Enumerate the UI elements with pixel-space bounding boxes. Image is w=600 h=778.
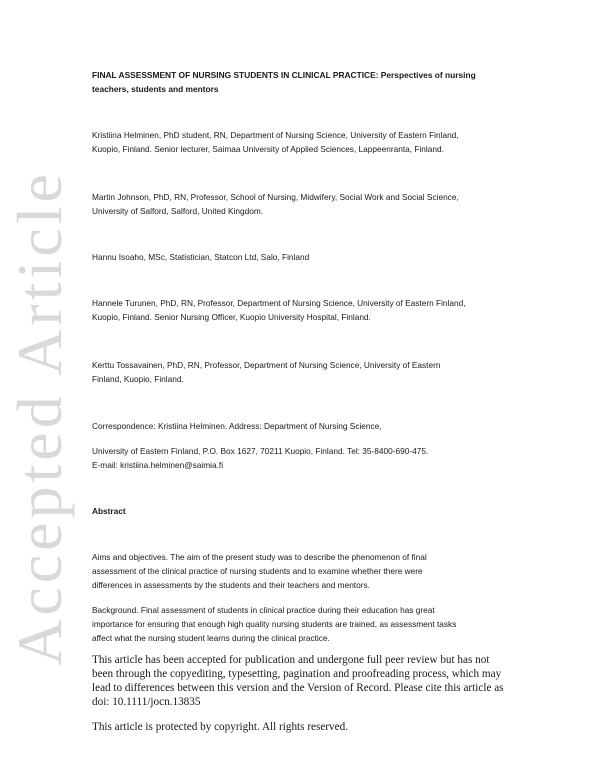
publication-notice	[92, 653, 512, 709]
notice-line: been through the copyediting, typesetting, pagination and proofreading process, which may	[92, 668, 502, 680]
notice-line: lead to differences between this version and the Version of Record. Please cite this article as	[92, 682, 504, 694]
abstract-background	[92, 603, 512, 645]
notice-line: This article has been accepted for publication and undergone full peer review but has not	[92, 654, 490, 666]
email-line: E-mail: kristiina.helminen@saimia.fi	[92, 460, 224, 470]
author-line: Kerttu Tossavainen, PhD, RN, Professor, Department of Nursing Science, University of Eastern	[92, 360, 441, 370]
abstract-aims	[92, 550, 512, 592]
article-title	[92, 68, 512, 96]
abstract-line: importance for ensuring that enough high quality nursing students are trained, as assessment tasks	[92, 619, 457, 629]
abstract-line: differences in assessments by the students and their teachers and mentors.	[92, 580, 370, 590]
author-line: Kristiina Helminen, PhD student, RN, Department of Nursing Science, University of Eastern Finland,	[92, 130, 459, 140]
author-line: Kuopio, Finland. Senior lecturer, Saimaa University of Applied Sciences, Lappeenranta, Finland.	[92, 144, 444, 154]
title-line: teachers, students and mentors	[92, 84, 219, 94]
watermark-text: Accepted Article	[4, 170, 75, 666]
author-line: Finland, Kuopio, Finland.	[92, 374, 184, 384]
author-line: Kuopio, Finland. Senior Nursing Officer, Kuopio University Hospital, Finland.	[92, 312, 371, 322]
copyright-notice: This article is protected by copyright. All rights reserved.	[92, 721, 349, 733]
abstract-line: Aims and objectives. The aim of the present study was to describe the phenomenon of final	[92, 552, 427, 562]
author-4	[92, 296, 512, 324]
abstract-line: affect what the nursing student learns during the clinical practice.	[92, 633, 330, 643]
author-2	[92, 190, 512, 218]
author-3	[92, 250, 512, 264]
abstract-line: assessment of the clinical practice of nursing students and to examine whether there were	[92, 566, 423, 576]
notice-line: doi: 10.1111/jocn.13835	[92, 696, 201, 708]
correspondence-line: University of Eastern Finland, P.O. Box 1627, 70211 Kuopio, Finland. Tel: 35-8400-690-475.	[92, 446, 429, 456]
author-1	[92, 128, 512, 156]
correspondence	[92, 419, 512, 433]
abstract-line: Background. Final assessment of students in clinical practice during their education has great	[92, 605, 435, 615]
author-line: Hannele Turunen, PhD, RN, Professor, Department of Nursing Science, University of Eastern Finland,	[92, 298, 466, 308]
accepted-article-watermark	[0, 58, 80, 778]
abstract-heading: Abstract	[92, 506, 126, 516]
author-line: Hannu Isoaho, MSc, Statistician, Statcon Ltd, Salo, Finland	[92, 252, 310, 262]
title-line: FINAL ASSESSMENT OF NURSING STUDENTS IN CLINICAL PRACTICE: Perspectives of nursing	[92, 70, 476, 80]
author-line: University of Salford, Salford, United Kingdom.	[92, 206, 264, 216]
author-5	[92, 358, 512, 386]
correspondence-address	[92, 444, 512, 472]
correspondence-line: Correspondence: Kristiina Helminen. Address: Department of Nursing Science,	[92, 421, 382, 431]
author-line: Martin Johnson, PhD, RN, Professor, School of Nursing, Midwifery, Social Work and Social Science,	[92, 192, 459, 202]
